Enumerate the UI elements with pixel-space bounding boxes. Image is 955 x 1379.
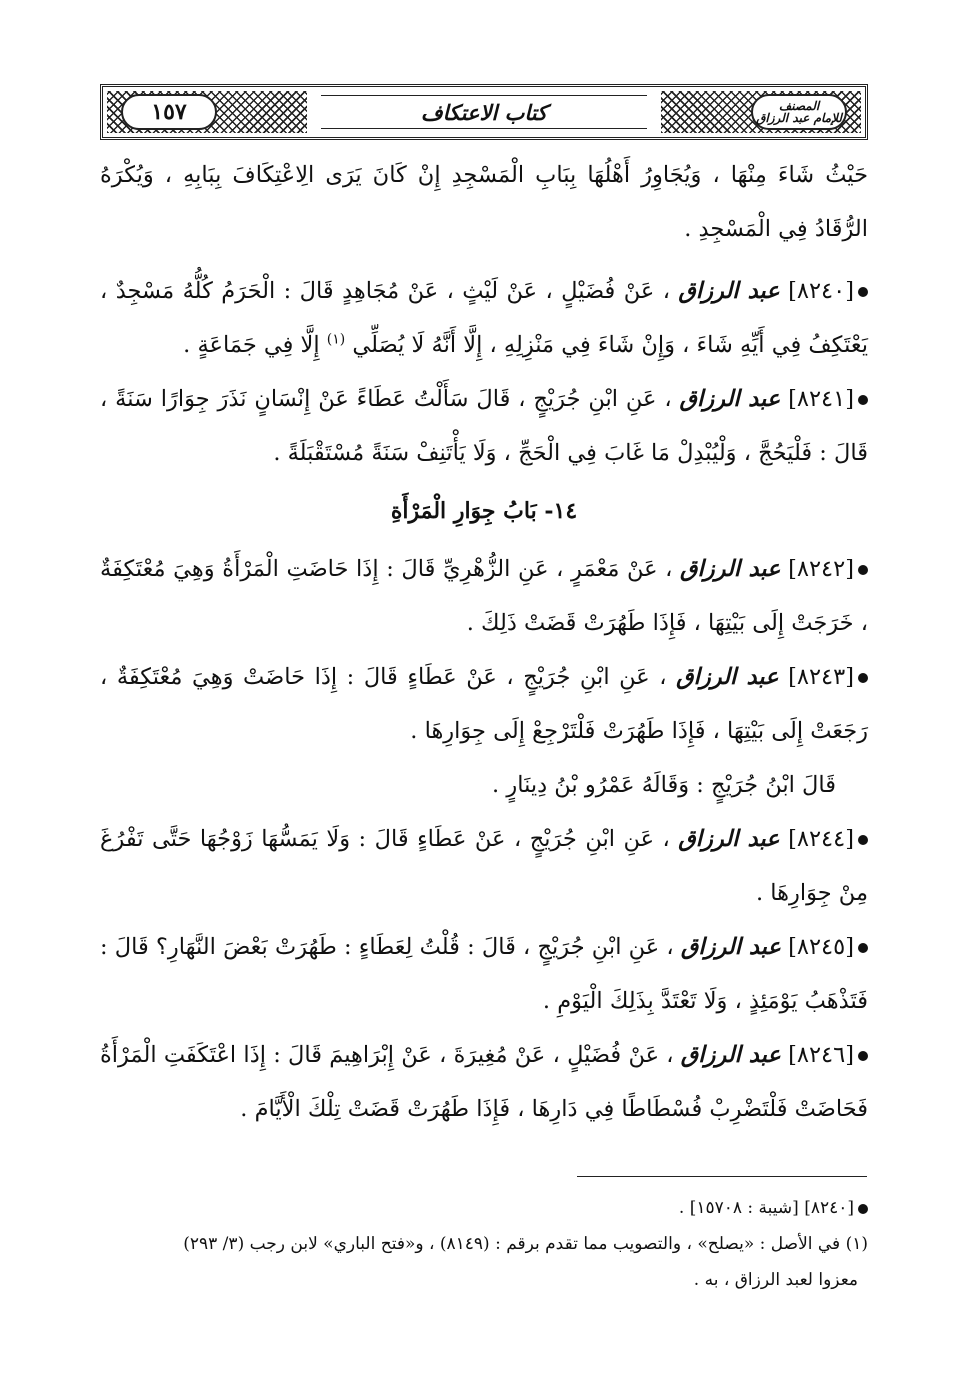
hadith-entry (100, 812, 868, 920)
page-header (100, 84, 868, 140)
hadith-number: [٨٢٤٤] (788, 826, 854, 852)
footnote-divider (577, 1176, 867, 1177)
hadith-author: عبد الرزاق (678, 278, 780, 304)
main-text (100, 148, 868, 1136)
hadith-number: [٨٢٤٦] (788, 1042, 855, 1068)
hadith-number: [٨٢٤٠] (788, 278, 854, 304)
footnote-1-continued: معزوا لعبد الرزاق ، به . (693, 1270, 858, 1290)
book-logo (756, 100, 842, 124)
hadith-author: عبد الرزاق (678, 826, 780, 852)
hadith-text: ، عَنِ ابْنِ جُرَيْجٍ ، قَالَ سَأَلْتُ عَطَاءً عَنْ إِنْسَانٍ نَذَرَ جِوَارًا سَنَةً ، قَالَ : فَلْيَحُجَّ ، وَلْيُبْدِلْ مَا غَابَ فِي الْحَجِّ ، وَلَا يَأْتَنِفْ سَنَةً مُسْتَقْبَلَةً . (100, 386, 868, 466)
hadith-author: عبد الرزاق (680, 934, 781, 960)
continuation-line: حَيْثُ شَاءَ مِنْهَا ، وَيُجَاوِرُ أَهْلُهَا بِبَابِ الْمَسْجِدِ إِنْ كَانَ يَرَى الِاعْتِكَافَ بِبَابِهِ ، وَيُكْرَهُ (100, 162, 868, 188)
section-heading: ١٤- بَابُ جِوَارِ الْمَرْأَةِ (390, 498, 578, 524)
hadith-author: عبد الرزاق (680, 1042, 781, 1068)
hadith-author: عبد الرزاق (680, 556, 781, 582)
bullet-icon (858, 565, 868, 575)
bullet-icon (858, 943, 868, 953)
hadith-number: [٨٢٤٢] (788, 556, 854, 582)
hadith-text: ، عَنْ فُضَيْلٍ ، عَنْ مُغِيرَةَ ، عَنْ إِبْرَاهِيمَ قَالَ : إِذَا اعْتَكَفَتِ الْمَرْأَةُ فَحَاضَتْ فَلْتَضْرِبْ فُسْطَاطًا فِي دَارِهَا ، فَإِذَا طَهُرَتْ قَضَتْ تِلْكَ الْأَيَّامَ . (100, 1042, 868, 1122)
hadith-text: ، عَنِ ابْنِ جُرَيْجٍ ، قَالَ : قُلْتُ لِعَطَاءٍ : طَهُرَتْ بَعْضَ النَّهَارِ؟ قَالَ : فَتَذْهَبُ يَوْمَئِذٍ ، وَلَا تَعْتَدَّ بِذَلِكَ الْيَوْمِ . (100, 934, 868, 1014)
hadith-number: [٨٢٤٥] (788, 934, 854, 960)
page-number: ١٥٧ (151, 99, 187, 125)
hadith-text-end: إِلَّا فِي جَمَاعَةٍ . (183, 332, 320, 358)
hadith-number: [٨٢٤١] (788, 386, 854, 412)
footnote-marker[interactable]: (١) (326, 331, 346, 348)
hadith-number: [٨٢٤٣] (788, 664, 854, 690)
indented-note: قَالَ ابْنُ جُرَيْجٍ : وَقَالَهُ عَمْرُو بْنُ دِينَارٍ . (492, 772, 836, 798)
hadith-author: عبد الرزاق (676, 664, 779, 690)
chapter-title-box (321, 95, 647, 129)
hadith-entry (100, 372, 868, 480)
footnote-source-text: [٨٢٤٠] [شيبة : ١٥٧٠٨] . (678, 1198, 854, 1218)
page-number-cartouche (121, 94, 217, 130)
continuation-paragraph (100, 148, 868, 256)
bullet-icon (858, 835, 868, 845)
bullet-icon (858, 395, 868, 405)
footnotes (100, 1190, 868, 1298)
hadith-entry (100, 542, 868, 650)
footnote-1: (١) في الأصل : «يصلح» ، والتصويب مما تقدم برقم : (٨١٤٩) ، و«فتح الباري» لابن رجب (٣/ ٢٩٣) (183, 1234, 868, 1254)
bullet-icon (858, 673, 868, 683)
hadith-entry (100, 264, 868, 372)
logo-line-2: للإمام عبد الرزاق (756, 111, 842, 125)
hadith-text: ، عَنِ ابْنِ جُرَيْجٍ ، عَنْ عَطَاءٍ قَالَ : إِذَا حَاضَتْ وَهِيَ مُعْتَكِفَةٌ ، رَجَعَتْ إِلَى بَيْتِهَا ، فَإِذَا طَهُرَتْ فَلْتَرْجِعْ إِلَى جِوَارِهَا . (100, 664, 868, 744)
hadith-entry (100, 920, 868, 1028)
footnote-source (100, 1190, 868, 1226)
hadith-author: عبد الرزاق (679, 386, 781, 412)
bullet-icon (858, 1204, 868, 1214)
book-logo-icon (751, 94, 847, 130)
hadith-text: ، عَنِ ابْنِ جُرَيْجٍ ، عَنْ عَطَاءٍ قَالَ : وَلَا يَمَسُّهَا زَوْجُهَا حَتَّى تَفْرُغَ مِنْ جِوَارِهَا . (100, 826, 868, 906)
logo-line-1: المصنف (778, 99, 820, 113)
bullet-icon (858, 287, 868, 297)
continuation-line: الرُّقَادُ فِي الْمَسْجِدِ . (684, 216, 868, 242)
chapter-title: كتاب الاعتكاف (420, 99, 548, 125)
hadith-entry (100, 1028, 868, 1136)
bullet-icon (858, 1051, 868, 1061)
hadith-text: ، عَنْ مَعْمَرٍ ، عَنِ الزُّهْرِيِّ قَالَ : إِذَا حَاضَتِ الْمَرْأَةُ وَهِيَ مُعْتَكِفَةٌ ، خَرَجَتْ إِلَى بَيْتِهَا ، فَإِذَا طَهُرَتْ قَضَتْ ذَلِكَ . (100, 556, 868, 636)
hadith-text: ، عَنْ فُضَيْلٍ ، عَنْ لَيْثٍ ، عَنْ مُجَاهِدٍ قَالَ : الْحَرَمُ كُلُّهُ مَسْجِدٌ ، يَعْتَكِفُ فِي أَيِّهِ شَاءَ ، وَإِنْ شَاءَ فِي مَنْزِلِهِ ، إِلَّا أَنَّهُ لَا يُصَلِّي (100, 278, 868, 358)
hadith-entry (100, 650, 868, 758)
